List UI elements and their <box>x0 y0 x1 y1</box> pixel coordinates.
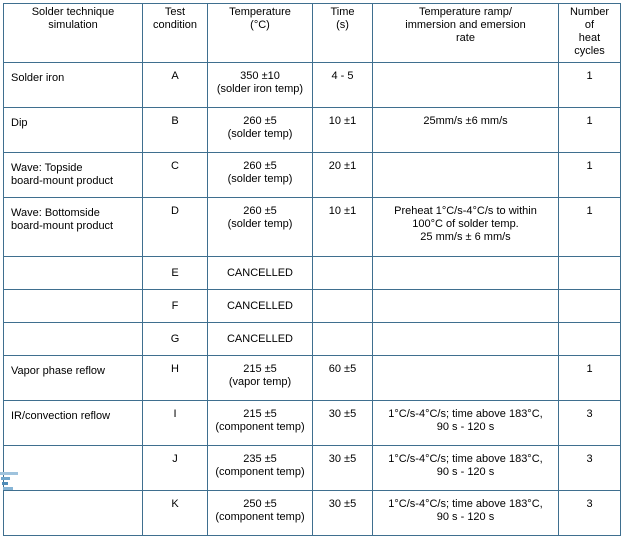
cell-cycles <box>559 356 621 401</box>
cell-line: Wave: Bottomside <box>11 207 100 219</box>
cell-technique <box>4 153 143 198</box>
cell-temperature <box>208 401 313 446</box>
cell-line: 3 <box>586 453 593 465</box>
cell-line: G <box>170 332 180 345</box>
cell-line: CANCELLED <box>226 299 294 312</box>
cell-condition <box>143 108 208 153</box>
cell-line: 90 s - 120 s <box>436 421 495 433</box>
cell-line: 25 mm/s ± 6 mm/s <box>420 231 511 243</box>
table-row <box>4 153 621 198</box>
cell-line: 1°C/s-4°C/s; time above 183°C, <box>388 498 543 510</box>
cell-line: (component temp) <box>215 466 305 478</box>
cell-line: 10 ±1 <box>328 205 357 217</box>
cell-line: (solder temp) <box>227 128 293 140</box>
cell-line: 30 ±5 <box>328 453 357 465</box>
cell-line: Vapor phase reflow <box>11 365 105 377</box>
cell-ramp <box>373 108 559 153</box>
cell-line: 260 ±5 <box>243 115 277 127</box>
table-row <box>4 290 621 323</box>
header-row <box>4 4 621 63</box>
cell-ramp <box>373 356 559 401</box>
cell-cycles <box>559 401 621 446</box>
cell-technique <box>4 257 143 290</box>
cell-line: (vapor temp) <box>228 376 292 388</box>
cell-line: A <box>171 70 179 82</box>
cell-line: C <box>171 160 179 172</box>
cell-line: Wave: Topside <box>11 162 83 174</box>
cell-technique <box>4 356 143 401</box>
cell-cycles <box>559 63 621 108</box>
cell-line: E <box>171 266 179 279</box>
header-cell-test-condition <box>143 4 208 63</box>
cell-line: 350 ±10 <box>240 70 280 82</box>
cell-technique <box>4 290 143 323</box>
cell-temperature <box>208 290 313 323</box>
cell-line: 25mm/s ±6 mm/s <box>423 115 508 127</box>
cell-line: CANCELLED <box>226 266 294 279</box>
table-header <box>4 4 621 63</box>
cell-temperature <box>208 491 313 536</box>
cell-line: 90 s - 120 s <box>436 511 495 523</box>
table-body <box>4 63 621 536</box>
cell-temperature <box>208 108 313 153</box>
cell-line: K <box>171 498 179 510</box>
header-line: Solder technique <box>31 6 115 18</box>
header-cell-temperature <box>208 4 313 63</box>
cell-line: Solder iron <box>11 72 65 84</box>
cell-line: CANCELLED <box>226 332 294 345</box>
cell-line: 215 ±5 <box>243 363 277 375</box>
cell-cycles <box>559 153 621 198</box>
header-line: Test <box>164 6 186 18</box>
cell-technique <box>4 198 143 257</box>
cell-line: 235 ±5 <box>243 453 277 465</box>
cell-line: 30 ±5 <box>328 498 357 510</box>
cell-line: I <box>173 408 177 420</box>
table-row <box>4 198 621 257</box>
cell-line: (component temp) <box>215 421 305 433</box>
cell-line: D <box>171 205 179 217</box>
cell-time <box>313 356 373 401</box>
header-line: of <box>584 19 595 31</box>
header-line: condition <box>152 19 198 31</box>
cell-condition <box>143 63 208 108</box>
cell-ramp <box>373 257 559 290</box>
header-line: cycles <box>574 45 605 57</box>
cell-technique <box>4 323 143 356</box>
header-line: Temperature <box>229 6 291 18</box>
cell-line: 1 <box>586 160 593 172</box>
cell-ramp <box>373 401 559 446</box>
cell-line: F <box>171 299 179 312</box>
cell-line: 260 ±5 <box>243 160 277 172</box>
cell-line: 10 ±1 <box>328 115 357 127</box>
cell-temperature <box>208 153 313 198</box>
cell-ramp <box>373 491 559 536</box>
cell-technique <box>4 491 143 536</box>
cell-line: (solder temp) <box>227 173 293 185</box>
cell-line: 215 ±5 <box>243 408 277 420</box>
cell-line: 250 ±5 <box>243 498 277 510</box>
cell-time <box>313 323 373 356</box>
cell-time <box>313 446 373 491</box>
cell-condition <box>143 153 208 198</box>
cell-ramp <box>373 153 559 198</box>
cell-cycles <box>559 257 621 290</box>
header-line: (°C) <box>250 19 270 31</box>
cell-technique <box>4 63 143 108</box>
cell-time <box>313 198 373 257</box>
cell-temperature <box>208 63 313 108</box>
cell-condition <box>143 198 208 257</box>
cell-time <box>313 63 373 108</box>
cell-line: B <box>171 115 179 127</box>
cell-condition <box>143 401 208 446</box>
cell-line: 20 ±1 <box>328 160 357 172</box>
cell-line: 1°C/s-4°C/s; time above 183°C, <box>388 408 543 420</box>
cell-line: board-mount product <box>11 175 114 187</box>
cell-time <box>313 491 373 536</box>
header-line: immersion and emersion <box>405 19 526 31</box>
cell-line: (solder iron temp) <box>216 83 304 95</box>
cell-cycles <box>559 323 621 356</box>
cell-line: board-mount product <box>11 220 114 232</box>
cell-line: 1 <box>586 70 593 82</box>
header-cell-time <box>313 4 373 63</box>
cell-temperature <box>208 446 313 491</box>
cell-line: 1 <box>586 115 593 127</box>
cell-temperature <box>208 323 313 356</box>
cell-time <box>313 290 373 323</box>
table-row <box>4 491 621 536</box>
cell-cycles <box>559 290 621 323</box>
header-cell-number-of-heat-cycles <box>559 4 621 63</box>
header-line: heat <box>578 32 601 44</box>
header-line: Temperature ramp/ <box>419 6 512 18</box>
cell-line: 30 ±5 <box>328 408 357 420</box>
header-line: Time <box>330 6 355 18</box>
cell-time <box>313 153 373 198</box>
cell-line: 100°C of solder temp. <box>412 218 519 230</box>
cell-line: J <box>172 453 178 465</box>
cell-technique <box>4 401 143 446</box>
table-row <box>4 323 621 356</box>
cell-condition <box>143 491 208 536</box>
table-row <box>4 446 621 491</box>
cell-line: 90 s - 120 s <box>436 466 495 478</box>
cell-cycles <box>559 108 621 153</box>
cell-line: H <box>171 363 179 375</box>
header-line: (s) <box>336 19 349 31</box>
cell-line: 260 ±5 <box>243 205 277 217</box>
cell-line: 1 <box>586 205 593 217</box>
cell-ramp <box>373 323 559 356</box>
table-row <box>4 257 621 290</box>
cell-condition <box>143 446 208 491</box>
header-line: simulation <box>48 19 98 31</box>
table-row <box>4 401 621 446</box>
cell-temperature <box>208 356 313 401</box>
cell-line: 1°C/s-4°C/s; time above 183°C, <box>388 453 543 465</box>
header-cell-solder-technique-simulation <box>4 4 143 63</box>
cell-line: 3 <box>586 408 593 420</box>
cell-temperature <box>208 198 313 257</box>
cell-line: 4 - 5 <box>331 70 354 82</box>
cell-line: Dip <box>11 117 28 129</box>
cell-condition <box>143 356 208 401</box>
header-line: rate <box>456 32 475 44</box>
cell-line: (solder temp) <box>227 218 293 230</box>
cell-time <box>313 401 373 446</box>
cell-temperature <box>208 257 313 290</box>
cell-ramp <box>373 446 559 491</box>
cell-line: 1 <box>586 363 593 375</box>
cell-line: IR/convection reflow <box>11 410 111 422</box>
cell-technique <box>4 446 143 491</box>
cell-ramp <box>373 198 559 257</box>
cell-condition <box>143 257 208 290</box>
table-row <box>4 63 621 108</box>
cell-time <box>313 257 373 290</box>
cell-line: Preheat 1°C/s-4°C/s to within <box>394 205 537 217</box>
solder-technique-table <box>3 3 621 536</box>
cell-technique <box>4 108 143 153</box>
table-row <box>4 356 621 401</box>
table-row <box>4 108 621 153</box>
header-line: Number <box>569 6 610 18</box>
cell-cycles <box>559 446 621 491</box>
cell-time <box>313 108 373 153</box>
cell-cycles <box>559 198 621 257</box>
cell-ramp <box>373 290 559 323</box>
cell-line: (component temp) <box>215 511 305 523</box>
header-cell-temperature-ramp <box>373 4 559 63</box>
cell-line: 60 ±5 <box>328 363 357 375</box>
cell-condition <box>143 290 208 323</box>
cell-condition <box>143 323 208 356</box>
cell-line: 3 <box>586 498 593 510</box>
cell-ramp <box>373 63 559 108</box>
cell-cycles <box>559 491 621 536</box>
